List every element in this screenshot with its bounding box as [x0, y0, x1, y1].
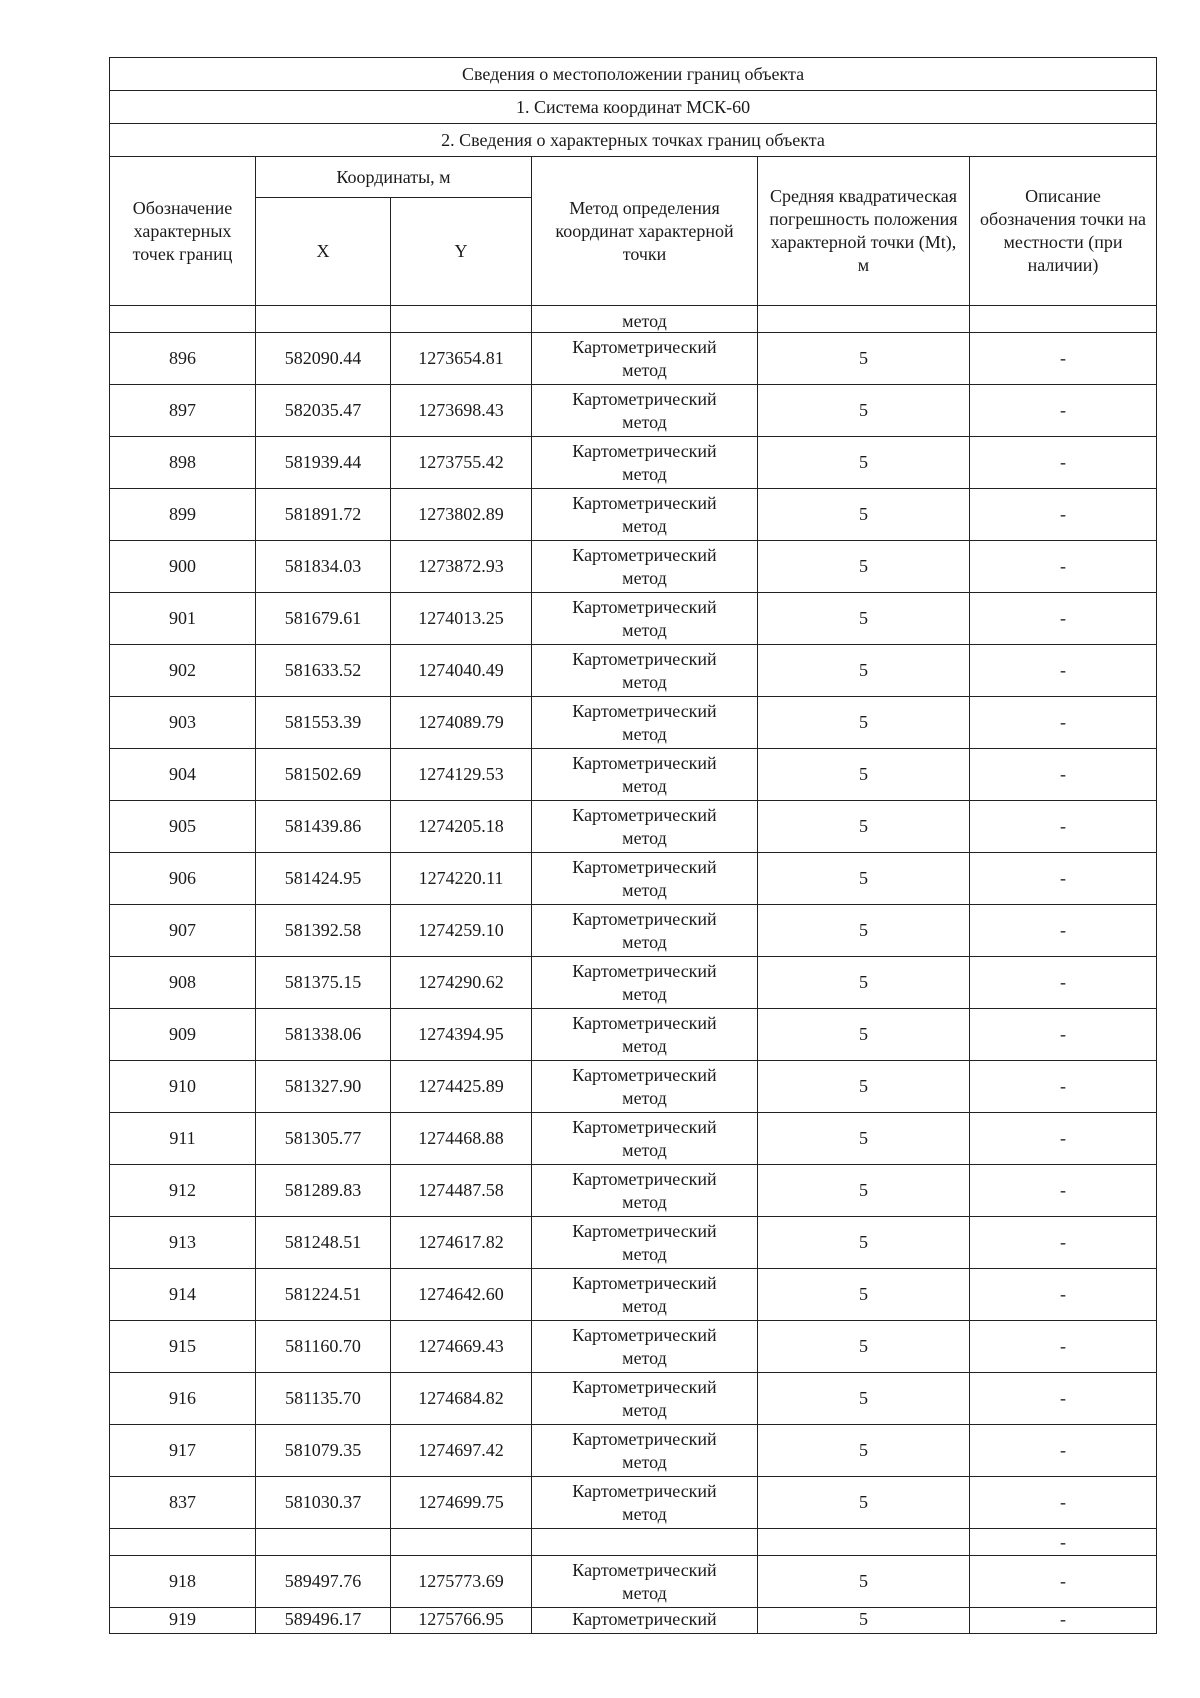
table-row — [110, 1009, 1157, 1061]
method-line-1: Картометрический — [572, 1377, 717, 1397]
x-cell: 581327.90 — [256, 1061, 391, 1113]
cell-empty — [391, 1529, 532, 1556]
x-cell: 581305.77 — [256, 1113, 391, 1165]
description-cell: - — [970, 645, 1157, 697]
description-cell: - — [970, 1061, 1157, 1113]
method-line-1: Картометрический — [572, 1221, 717, 1241]
point-id-cell: 916 — [110, 1373, 256, 1425]
error-cell: 5 — [758, 1373, 970, 1425]
method-cell — [532, 1373, 758, 1425]
method-line-2: метод — [622, 724, 667, 744]
description-cell: - — [970, 1217, 1157, 1269]
y-cell: 1273654.81 — [391, 333, 532, 385]
table-row — [110, 1425, 1157, 1477]
header-x: X — [256, 198, 391, 306]
x-cell: 581338.06 — [256, 1009, 391, 1061]
point-id-cell: 908 — [110, 957, 256, 1009]
method-cell — [532, 853, 758, 905]
error-cell: 5 — [758, 697, 970, 749]
table-row — [110, 1608, 1157, 1634]
y-cell: 1274129.53 — [391, 749, 532, 801]
table-row — [110, 645, 1157, 697]
x-cell: 589497.76 — [256, 1556, 391, 1608]
description-cell: - — [970, 1529, 1157, 1556]
method-line-1: Картометрический — [572, 909, 717, 929]
y-cell: 1274089.79 — [391, 697, 532, 749]
header-y: Y — [391, 198, 532, 306]
description-cell: - — [970, 1321, 1157, 1373]
description-cell: - — [970, 749, 1157, 801]
y-cell: 1273872.93 — [391, 541, 532, 593]
x-cell: 582035.47 — [256, 385, 391, 437]
method-cell — [532, 749, 758, 801]
method-line-1: Картометрический — [572, 857, 717, 877]
description-cell: - — [970, 593, 1157, 645]
method-line-2: метод — [622, 1348, 667, 1368]
method-line-2: метод — [622, 568, 667, 588]
point-id-cell: 918 — [110, 1556, 256, 1608]
error-cell: 5 — [758, 1477, 970, 1529]
method-line-1: Картометрический — [572, 1013, 717, 1033]
table-row — [110, 1321, 1157, 1373]
method-line-2: метод — [622, 360, 667, 380]
point-id-cell: 902 — [110, 645, 256, 697]
error-cell: 5 — [758, 541, 970, 593]
method-line-1: Картометрический — [572, 493, 717, 513]
y-cell: 1274013.25 — [391, 593, 532, 645]
method-line-2: метод — [622, 932, 667, 952]
x-cell: 589496.17 — [256, 1608, 391, 1634]
boundary-points-table — [109, 57, 1157, 1634]
method-line-1: Картометрический — [572, 1169, 717, 1189]
section-title: 2. Сведения о характерных точках границ объекта — [110, 124, 1157, 157]
error-cell: 5 — [758, 905, 970, 957]
y-cell: 1274040.49 — [391, 645, 532, 697]
cell-empty — [256, 1529, 391, 1556]
description-cell: - — [970, 385, 1157, 437]
table-row — [110, 541, 1157, 593]
table-row — [110, 1373, 1157, 1425]
method-line-1: Картометрический — [572, 1560, 717, 1580]
y-cell: 1274642.60 — [391, 1269, 532, 1321]
method-line-1: Картометрический — [572, 389, 717, 409]
error-cell: 5 — [758, 645, 970, 697]
method-cell — [532, 1061, 758, 1113]
y-cell: 1274290.62 — [391, 957, 532, 1009]
error-cell: 5 — [758, 749, 970, 801]
cell-empty — [532, 1529, 758, 1556]
error-cell: 5 — [758, 1425, 970, 1477]
method-cell — [532, 1009, 758, 1061]
y-cell: 1274487.58 — [391, 1165, 532, 1217]
table-row — [110, 385, 1157, 437]
method-cell — [532, 1556, 758, 1608]
cell-empty — [110, 306, 256, 333]
x-cell: 581248.51 — [256, 1217, 391, 1269]
point-id-cell: 901 — [110, 593, 256, 645]
method-line-2: метод — [622, 1504, 667, 1524]
method-cell — [532, 957, 758, 1009]
x-cell: 582090.44 — [256, 333, 391, 385]
error-cell: 5 — [758, 853, 970, 905]
x-cell: 581502.69 — [256, 749, 391, 801]
method-line-2: метод — [622, 1244, 667, 1264]
description-cell: - — [970, 333, 1157, 385]
table-row — [110, 853, 1157, 905]
x-cell: 581891.72 — [256, 489, 391, 541]
x-cell: 581135.70 — [256, 1373, 391, 1425]
cell-empty — [110, 1529, 256, 1556]
method-line-2: метод — [622, 1583, 667, 1603]
header-point-id: Обозначение характерных точек границ — [110, 157, 256, 306]
table-row — [110, 489, 1157, 541]
cell-empty — [256, 306, 391, 333]
method-cell — [532, 801, 758, 853]
y-cell: 1274425.89 — [391, 1061, 532, 1113]
method-line-2: метод — [622, 880, 667, 900]
description-cell: - — [970, 1113, 1157, 1165]
method-cell — [532, 1269, 758, 1321]
method-line-2: метод — [622, 1088, 667, 1108]
table-row — [110, 1165, 1157, 1217]
method-line-1: Картометрический — [572, 1325, 717, 1345]
method-cell — [532, 905, 758, 957]
description-cell: - — [970, 489, 1157, 541]
point-id-cell: 903 — [110, 697, 256, 749]
description-cell: - — [970, 1556, 1157, 1608]
method-line-1: Картометрический — [572, 441, 717, 461]
point-id-cell: 909 — [110, 1009, 256, 1061]
description-cell: - — [970, 1269, 1157, 1321]
method-cell — [532, 541, 758, 593]
header-error: Средняя квадратическая погрешность положения характерной точки (Mt), м — [758, 157, 970, 306]
error-cell: 5 — [758, 1556, 970, 1608]
error-cell: 5 — [758, 333, 970, 385]
method-line-2: метод — [622, 828, 667, 848]
method-cell: Картометрический — [532, 1608, 758, 1634]
point-id-cell: 914 — [110, 1269, 256, 1321]
method-cell — [532, 1165, 758, 1217]
method-line-2: метод — [622, 464, 667, 484]
method-cell — [532, 333, 758, 385]
method-line-2: метод — [622, 1036, 667, 1056]
x-cell: 581289.83 — [256, 1165, 391, 1217]
method-line-1: Картометрический — [572, 597, 717, 617]
x-cell: 581375.15 — [256, 957, 391, 1009]
description-cell: - — [970, 1425, 1157, 1477]
error-cell: 5 — [758, 385, 970, 437]
y-cell: 1274699.75 — [391, 1477, 532, 1529]
error-cell: 5 — [758, 1113, 970, 1165]
point-id-cell: 837 — [110, 1477, 256, 1529]
x-cell: 581224.51 — [256, 1269, 391, 1321]
point-id-cell: 917 — [110, 1425, 256, 1477]
method-cell — [532, 1113, 758, 1165]
table-row — [110, 1113, 1157, 1165]
point-id-cell: 912 — [110, 1165, 256, 1217]
point-id-cell: 910 — [110, 1061, 256, 1113]
table-row — [110, 1477, 1157, 1529]
method-line-2: метод — [622, 1140, 667, 1160]
point-id-cell: 919 — [110, 1608, 256, 1634]
y-cell: 1273802.89 — [391, 489, 532, 541]
method-cell — [532, 385, 758, 437]
point-id-cell: 913 — [110, 1217, 256, 1269]
x-cell: 581160.70 — [256, 1321, 391, 1373]
point-id-cell: 899 — [110, 489, 256, 541]
method-line-2: метод — [622, 1296, 667, 1316]
method-cell — [532, 1477, 758, 1529]
cell-empty — [758, 1529, 970, 1556]
y-cell: 1273755.42 — [391, 437, 532, 489]
header-row-1 — [110, 157, 1157, 198]
description-cell: - — [970, 1165, 1157, 1217]
method-cell — [532, 697, 758, 749]
method-line-1: Картометрический — [572, 1481, 717, 1501]
coord-system-row — [110, 91, 1157, 124]
header-description: Описание обозначения точки на местности (при наличии) — [970, 157, 1157, 306]
error-cell: 5 — [758, 1009, 970, 1061]
y-cell: 1274259.10 — [391, 905, 532, 957]
method-line-1: Картометрический — [572, 649, 717, 669]
x-cell: 581939.44 — [256, 437, 391, 489]
point-id-cell: 915 — [110, 1321, 256, 1373]
point-id-cell: 906 — [110, 853, 256, 905]
x-cell: 581834.03 — [256, 541, 391, 593]
separator-row — [110, 1529, 1157, 1556]
method-line-2: метод — [622, 984, 667, 1004]
description-cell: - — [970, 957, 1157, 1009]
error-cell: 5 — [758, 957, 970, 1009]
continuation-method: метод — [532, 306, 758, 333]
method-line-2: метод — [622, 776, 667, 796]
continuation-row — [110, 306, 1157, 333]
x-cell: 581633.52 — [256, 645, 391, 697]
description-cell: - — [970, 1477, 1157, 1529]
header-method: Метод определения координат характерной точки — [532, 157, 758, 306]
y-cell: 1274669.43 — [391, 1321, 532, 1373]
method-line-1: Картометрический — [572, 701, 717, 721]
x-cell: 581079.35 — [256, 1425, 391, 1477]
point-id-cell: 911 — [110, 1113, 256, 1165]
point-id-cell: 900 — [110, 541, 256, 593]
error-cell: 5 — [758, 1061, 970, 1113]
point-id-cell: 898 — [110, 437, 256, 489]
description-cell: - — [970, 1608, 1157, 1634]
error-cell: 5 — [758, 593, 970, 645]
point-id-cell: 904 — [110, 749, 256, 801]
table-row — [110, 801, 1157, 853]
document-title: Сведения о местоположении границ объекта — [110, 58, 1157, 91]
description-cell: - — [970, 1373, 1157, 1425]
method-cell — [532, 489, 758, 541]
method-cell — [532, 593, 758, 645]
description-cell: - — [970, 853, 1157, 905]
y-cell: 1274617.82 — [391, 1217, 532, 1269]
y-cell: 1274468.88 — [391, 1113, 532, 1165]
table-row — [110, 905, 1157, 957]
method-line-1: Картометрический — [572, 1273, 717, 1293]
error-cell: 5 — [758, 489, 970, 541]
error-cell: 5 — [758, 801, 970, 853]
error-cell: 5 — [758, 437, 970, 489]
point-id-cell: 905 — [110, 801, 256, 853]
method-line-2: метод — [622, 620, 667, 640]
table-row — [110, 697, 1157, 749]
y-cell: 1275773.69 — [391, 1556, 532, 1608]
method-cell — [532, 1217, 758, 1269]
description-cell: - — [970, 437, 1157, 489]
method-line-2: метод — [622, 1192, 667, 1212]
header-coords: Координаты, м — [256, 157, 532, 198]
cell-empty — [758, 306, 970, 333]
method-line-2: метод — [622, 1452, 667, 1472]
description-cell: - — [970, 801, 1157, 853]
description-cell: - — [970, 541, 1157, 593]
error-cell: 5 — [758, 1321, 970, 1373]
point-id-cell: 896 — [110, 333, 256, 385]
method-line-2: метод — [622, 1400, 667, 1420]
error-cell: 5 — [758, 1217, 970, 1269]
y-cell: 1274205.18 — [391, 801, 532, 853]
method-cell — [532, 1425, 758, 1477]
point-id-cell: 897 — [110, 385, 256, 437]
table-row — [110, 1269, 1157, 1321]
method-line-2: метод — [622, 672, 667, 692]
method-line-1: Картометрический — [572, 1429, 717, 1449]
point-id-cell: 907 — [110, 905, 256, 957]
method-line-1: Картометрический — [572, 961, 717, 981]
method-cell — [532, 645, 758, 697]
table-row — [110, 749, 1157, 801]
x-cell: 581424.95 — [256, 853, 391, 905]
table-row — [110, 593, 1157, 645]
description-cell: - — [970, 697, 1157, 749]
method-line-1: Картометрический — [572, 337, 717, 357]
cell-empty — [970, 306, 1157, 333]
method-line-1: Картометрический — [572, 545, 717, 565]
title-row — [110, 58, 1157, 91]
y-cell: 1275766.95 — [391, 1608, 532, 1634]
y-cell: 1274697.42 — [391, 1425, 532, 1477]
method-line-1: Картометрический — [572, 753, 717, 773]
y-cell: 1273698.43 — [391, 385, 532, 437]
table-row — [110, 1061, 1157, 1113]
table-row — [110, 957, 1157, 1009]
method-line-2: метод — [622, 516, 667, 536]
method-line-1: Картометрический — [572, 1065, 717, 1085]
table-row — [110, 333, 1157, 385]
method-cell — [532, 1321, 758, 1373]
description-cell: - — [970, 905, 1157, 957]
table-row — [110, 437, 1157, 489]
error-cell: 5 — [758, 1608, 970, 1634]
error-cell: 5 — [758, 1165, 970, 1217]
table-row — [110, 1556, 1157, 1608]
description-cell: - — [970, 1009, 1157, 1061]
x-cell: 581439.86 — [256, 801, 391, 853]
y-cell: 1274684.82 — [391, 1373, 532, 1425]
error-cell: 5 — [758, 1269, 970, 1321]
cell-empty — [391, 306, 532, 333]
x-cell: 581553.39 — [256, 697, 391, 749]
x-cell: 581030.37 — [256, 1477, 391, 1529]
section-title-row — [110, 124, 1157, 157]
y-cell: 1274394.95 — [391, 1009, 532, 1061]
table-row — [110, 1217, 1157, 1269]
method-line-2: метод — [622, 412, 667, 432]
method-line-1: Картометрический — [572, 805, 717, 825]
method-cell — [532, 437, 758, 489]
coord-system-title: 1. Система координат МСК-60 — [110, 91, 1157, 124]
x-cell: 581679.61 — [256, 593, 391, 645]
method-line-1: Картометрический — [572, 1117, 717, 1137]
y-cell: 1274220.11 — [391, 853, 532, 905]
x-cell: 581392.58 — [256, 905, 391, 957]
